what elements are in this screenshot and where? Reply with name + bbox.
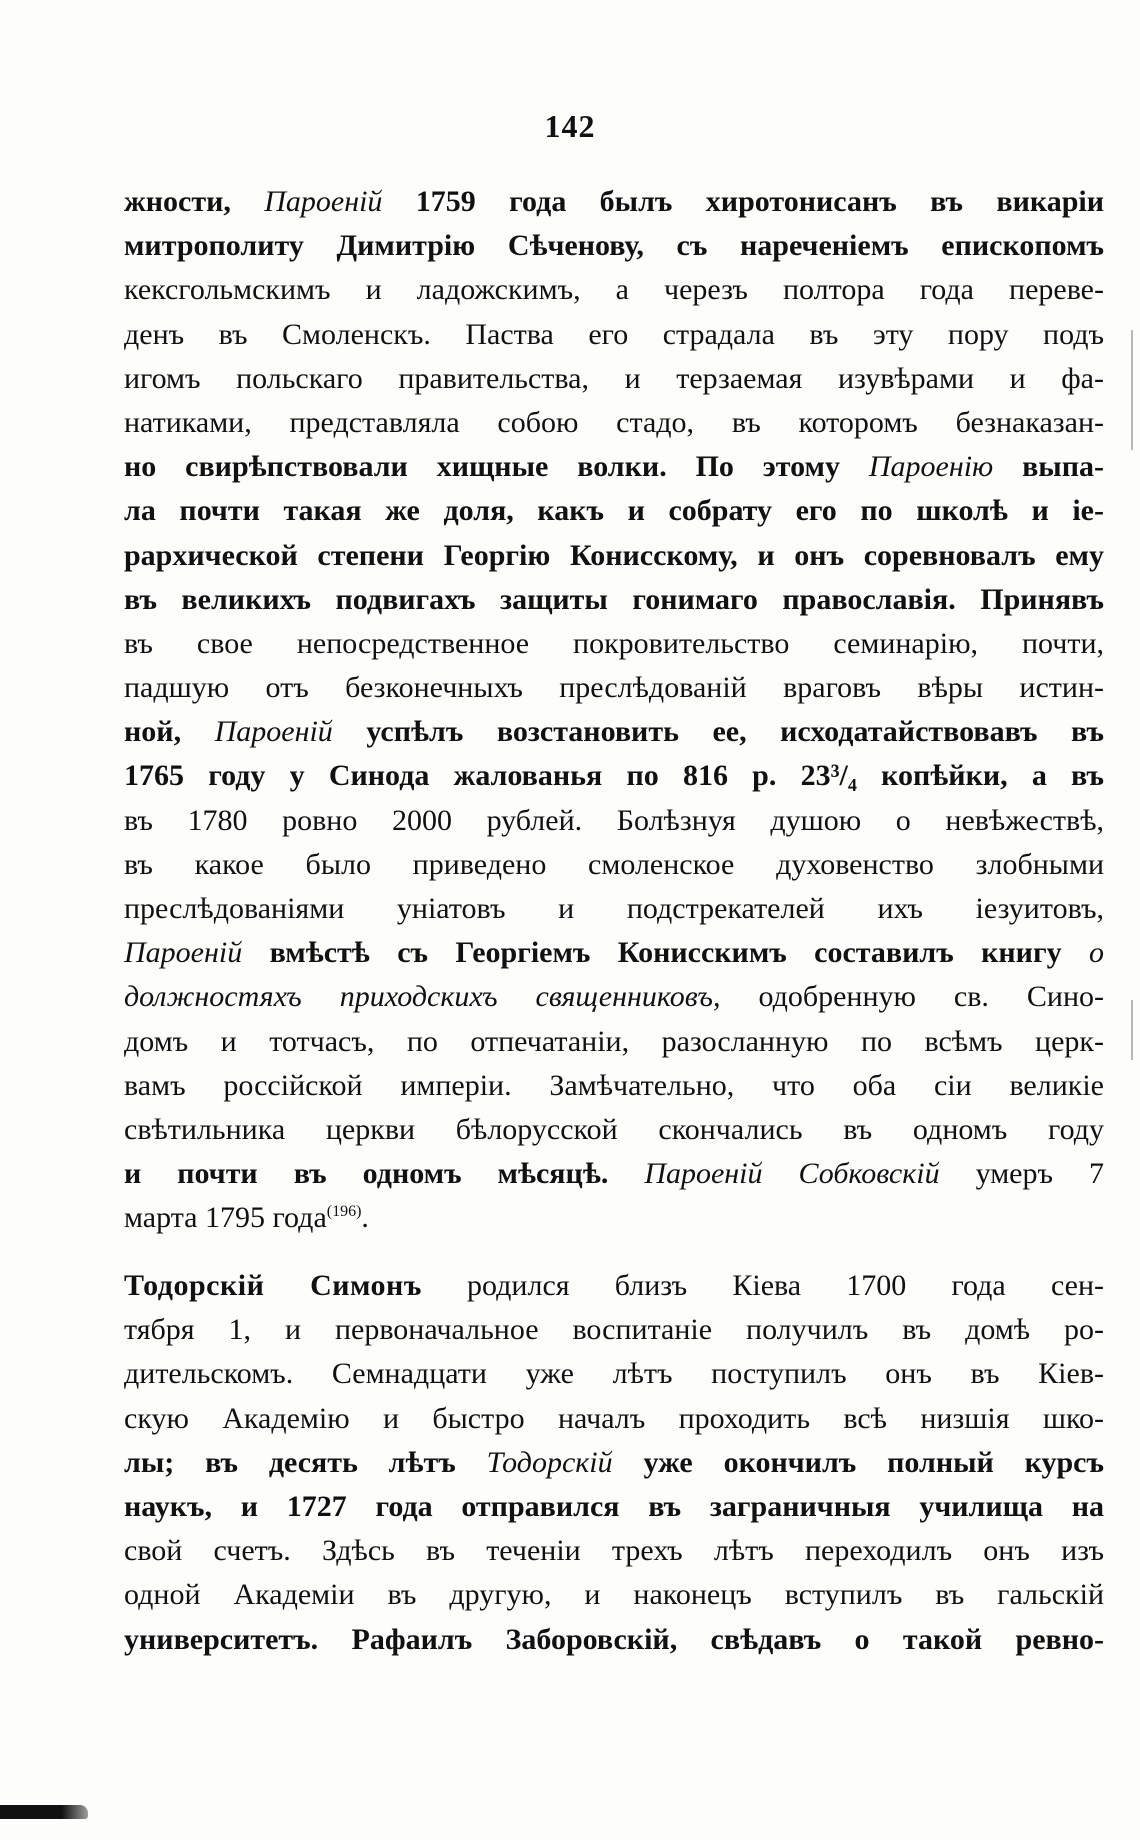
text-line xyxy=(124,534,1104,578)
text-line xyxy=(124,710,1104,754)
text-segment: ла почти такая же доля, какъ и собрату его по школѣ и іе- xyxy=(124,494,1104,528)
text-line xyxy=(124,401,1104,445)
text-segment: въ свое непосредственное покровительство семинарію, почти, xyxy=(124,626,1104,660)
text-line xyxy=(124,1485,1104,1529)
text-segment: умеръ 7 xyxy=(939,1157,1104,1191)
text-line xyxy=(124,887,1104,931)
text-line xyxy=(124,1618,1104,1662)
text-segment: университетъ. Рафаилъ Заборовскій, свѣдавъ о такой ревно- xyxy=(124,1622,1104,1656)
text-line xyxy=(124,843,1104,887)
text-line xyxy=(124,754,1104,798)
text-segment: денъ въ Смоленскъ. Паства его страдала въ эту пору подъ xyxy=(124,317,1104,351)
text-segment: уже окончилъ полный курсъ xyxy=(612,1445,1104,1479)
text-line xyxy=(124,1441,1104,1485)
text-segment: но свирѣпствовали хищные волки. По этому xyxy=(124,450,869,484)
text-segment: Пароенію xyxy=(868,450,994,484)
text-line xyxy=(124,1529,1104,1573)
text-segment: одной Академіи въ другую, и наконецъ вступилъ въ гальскій xyxy=(124,1578,1104,1612)
text-line xyxy=(124,578,1104,622)
text-line xyxy=(124,1308,1104,1352)
text-segment: преслѣдованіями уніатовъ и подстрекателей ихъ іезуитовъ, xyxy=(124,892,1104,925)
text-line xyxy=(124,268,1104,312)
text-segment: рархической степени Георгію Конисскому, и онъ соревновалъ ему xyxy=(124,538,1104,572)
text-segment: Пароеній xyxy=(124,936,243,970)
text-segment: натиками, представляла собою стадо, въ которомъ безнаказан- xyxy=(124,405,1104,439)
text-segment: одобренную св. Сино- xyxy=(720,980,1104,1014)
page-edge-mark xyxy=(1131,330,1133,450)
text-line xyxy=(124,799,1104,843)
ink-dash-mark xyxy=(0,1805,88,1819)
text-line xyxy=(124,1352,1104,1396)
text-line xyxy=(124,975,1104,1019)
text-segment: Тодорскій xyxy=(486,1445,613,1479)
text-line xyxy=(124,1397,1104,1441)
text-line xyxy=(124,1108,1104,1152)
text-segment: дительскомъ. Семнадцати уже лѣтъ поступилъ онъ въ Кіев- xyxy=(124,1357,1104,1391)
text-segment: Пароеній Собковскій xyxy=(644,1157,940,1191)
text-line xyxy=(124,1064,1104,1108)
text-segment: въ 1780 ровно 2000 рублей. Болѣзнуя душою о невѣжествѣ, xyxy=(124,803,1104,837)
text-line xyxy=(124,224,1104,268)
text-segment: о xyxy=(1089,936,1104,970)
text-segment: жности, xyxy=(124,185,265,218)
text-segment: Тодорскій Симонъ xyxy=(124,1269,422,1302)
text-segment: въ великихъ подвигахъ защиты гонимаго православія. Принявъ xyxy=(124,582,1104,616)
text-segment: скую Академію и быстро началъ проходить всѣ низшія шко- xyxy=(124,1401,1104,1435)
text-segment: падшую отъ безконечныхъ преслѣдованій враговъ вѣры истин- xyxy=(124,671,1104,705)
text-line xyxy=(124,445,1104,489)
text-segment: Пароеній xyxy=(214,715,333,749)
text-segment: вмѣстѣ съ Георгіемъ Конисскимъ составилъ книгу xyxy=(242,936,1089,970)
text-segment: родился близъ Кіева 1700 года сен- xyxy=(421,1269,1104,1302)
text-line xyxy=(124,489,1104,533)
footnote-reference[interactable]: (196) xyxy=(326,1203,362,1221)
text-line xyxy=(124,313,1104,357)
text-segment: Пароеній xyxy=(264,185,383,218)
text-segment: ной, xyxy=(124,715,215,749)
page-edge-mark xyxy=(1131,1000,1133,1060)
text-segment: кексгольмскимъ и ладожскимъ, а черезъ полтора года переве- xyxy=(124,273,1104,307)
text-line xyxy=(124,666,1104,710)
text-segment: выпа- xyxy=(993,450,1104,484)
text-segment: успѣлъ возстановить ее, исходатайствовавъ въ xyxy=(332,715,1104,749)
text-segment: марта 1795 года xyxy=(124,1201,327,1235)
text-line xyxy=(124,1152,1104,1196)
text-line xyxy=(124,1196,1104,1240)
text-line xyxy=(124,357,1104,401)
text-line xyxy=(124,180,1104,224)
text-segment: 1765 году у Синода жалованья по 816 р. 23³/₄ копѣйки, а въ xyxy=(124,759,1104,793)
paragraph-parthenius xyxy=(124,180,1104,1241)
text-line xyxy=(124,1264,1104,1308)
text-segment: 1759 года былъ хиротонисанъ въ викаріи xyxy=(382,185,1104,218)
paragraph-todorsky xyxy=(124,1264,1104,1662)
text-line xyxy=(124,1573,1104,1617)
text-segment: должностяхъ приходскихъ священниковъ, xyxy=(124,980,721,1014)
text-segment: свой счетъ. Здѣсь въ теченіи трехъ лѣтъ переходилъ онъ изъ xyxy=(124,1534,1104,1568)
text-segment: свѣтильника церкви бѣлорусской скончались въ одномъ году xyxy=(124,1112,1104,1146)
text-segment: митрополиту Димитрію Сѣченову, съ нареченіемъ епископомъ xyxy=(124,229,1104,263)
text-line xyxy=(124,931,1104,975)
text-segment: наукъ, и 1727 года отправился въ заграничныя училища на xyxy=(124,1489,1104,1523)
text-segment: въ какое было приведено смоленское духовенство злобными xyxy=(124,847,1104,881)
text-segment: . xyxy=(361,1201,369,1235)
page-number: 142 xyxy=(544,108,596,144)
text-segment: вамъ россійской имперіи. Замѣчательно, что оба сіи великіе xyxy=(124,1068,1104,1102)
text-segment: домъ и тотчасъ, по отпечатаніи, разосланную по всѣмъ церк- xyxy=(124,1024,1104,1058)
text-line xyxy=(124,622,1104,666)
text-segment: игомъ польскаго правительства, и терзаемая изувѣрами и фа- xyxy=(124,361,1104,395)
text-line xyxy=(124,1020,1104,1064)
text-segment: лы; въ десять лѣтъ xyxy=(124,1445,487,1479)
text-segment: и почти въ одномъ мѣсяцѣ. xyxy=(124,1157,645,1191)
text-segment: тября 1, и первоначальное воспитаніе получилъ въ домѣ ро- xyxy=(124,1313,1104,1347)
